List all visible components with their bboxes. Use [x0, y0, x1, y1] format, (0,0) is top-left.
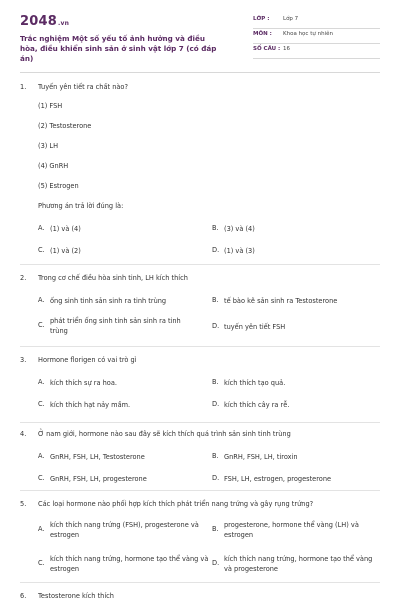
prompt-line: Phương án trả lời đúng là: [38, 202, 124, 210]
question-stem: Các loại hormone nào phối hợp kích thích phát triển nang trứng và gây rụng trứng? [38, 500, 314, 508]
question-stem: Hormone florigen có vai trò gì [38, 356, 137, 364]
question-text [20, 592, 114, 600]
meta-label: MÔN : [253, 31, 272, 37]
question-divider [20, 422, 380, 423]
statement-line: (4) GnRH [38, 162, 69, 170]
option-text: FSH, LH, estrogen, progesterone [224, 475, 332, 483]
brand-suffix: .vn [57, 20, 70, 27]
option-text: kích thích nang trứng, hormone tạo thể vàng và estrogen [50, 555, 209, 573]
question-number: 5. [20, 500, 27, 508]
meta-label: LỚP : [253, 16, 270, 22]
option-text: tế bào kẽ sản sinh ra Testosterone [224, 297, 338, 305]
document-title: Trắc nghiệm Một số yếu tố ảnh hưởng và điều hòa, điều khiển sinh sản ở sinh vật lớp 7 (có đáp án) [20, 34, 217, 63]
option-label: B. [212, 224, 219, 232]
question-stem: Testosterone kích thích [38, 592, 114, 600]
option-text: kích thích sự ra hoa. [50, 379, 117, 387]
statement-line: (2) Testosterone [38, 122, 92, 130]
meta-value: 16 [283, 46, 290, 52]
option-text: (3) và (4) [224, 225, 255, 233]
meta-value: Khoa học tự nhiên [283, 31, 333, 37]
question-number: 4. [20, 430, 27, 438]
question-divider [20, 490, 380, 491]
option-label: D. [212, 400, 220, 408]
option-text: kích thích nang trứng (FSH), progesterone và estrogen [50, 521, 199, 539]
option-label: C. [38, 400, 45, 408]
meta-label: SỐ CÂU : [253, 46, 281, 52]
question-number: 3. [20, 356, 27, 364]
option-text: GnRH, FSH, LH, Testosterone [50, 453, 145, 461]
option-label: A. [38, 452, 45, 460]
option-label: A. [38, 378, 45, 386]
option-text: ống sinh tinh sản sinh ra tinh trùng [50, 297, 167, 305]
question-number: 6. [20, 592, 27, 600]
question-stem: Trong cơ chế điều hòa sinh tinh, LH kích thích [38, 274, 188, 282]
option-text: (1) và (2) [50, 247, 81, 255]
statement-line: (1) FSH [38, 102, 63, 110]
meta-row-subject [253, 30, 380, 44]
question-divider [20, 346, 380, 347]
option-text: (1) và (3) [224, 247, 255, 255]
option-text: tuyến yên tiết FSH [224, 323, 286, 331]
question-stem: Ở nam giới, hormone nào sau đây sẽ kích thích quá trình sản sinh tinh trùng [38, 430, 291, 438]
option-label: D. [212, 322, 220, 330]
option-label: D. [212, 246, 220, 254]
option-label: B. [212, 452, 219, 460]
question-number: 2. [20, 274, 27, 282]
option-text: progesterone, hormone thể vàng (LH) và estrogen [224, 521, 359, 539]
option-label: B. [212, 525, 219, 533]
option-label: C. [38, 321, 45, 329]
meta-row-grade [253, 15, 380, 29]
option-label: C. [38, 474, 45, 482]
brand-logo[interactable] [20, 14, 69, 29]
option-label: B. [212, 296, 219, 304]
option-text: GnRH, FSH, LH, progesterone [50, 475, 147, 483]
question-stem: Tuyến yên tiết ra chất nào? [38, 83, 128, 91]
question-text [20, 356, 137, 364]
option-text: kích thích hạt nảy mầm. [50, 401, 131, 409]
statement-line: (3) LH [38, 142, 59, 150]
option-label: B. [212, 378, 219, 386]
question-divider [20, 264, 380, 265]
option-label: D. [212, 559, 220, 567]
option-text: phát triển ống sinh tinh sản sinh ra tinh trùng [50, 317, 181, 335]
option-text: GnRH, FSH, LH, tiroxin [224, 453, 298, 461]
statement-line: (5) Estrogen [38, 182, 79, 190]
page-header [0, 0, 400, 72]
question-divider [20, 582, 380, 583]
option-label: A. [38, 224, 45, 232]
header-divider [20, 72, 380, 73]
option-text: kích thích tạo quả. [224, 379, 286, 387]
brand-name: 2048 [20, 14, 57, 29]
option-text: kích thích cây ra rễ. [224, 401, 290, 409]
question-number: 1. [20, 83, 27, 91]
question-text [20, 83, 128, 91]
option-label: C. [38, 246, 45, 254]
question-text [20, 274, 188, 282]
meta-row-count [253, 45, 380, 59]
option-label: D. [212, 474, 220, 482]
option-label: A. [38, 296, 45, 304]
question-text [20, 500, 313, 508]
option-label: C. [38, 559, 45, 567]
option-label: A. [38, 525, 45, 533]
question-text [20, 430, 291, 438]
meta-value: Lớp 7 [283, 16, 299, 22]
option-text: kích thích nang trứng, hormone tạo thể vàng và progesterone [224, 555, 373, 573]
option-text: (1) và (4) [50, 225, 81, 233]
